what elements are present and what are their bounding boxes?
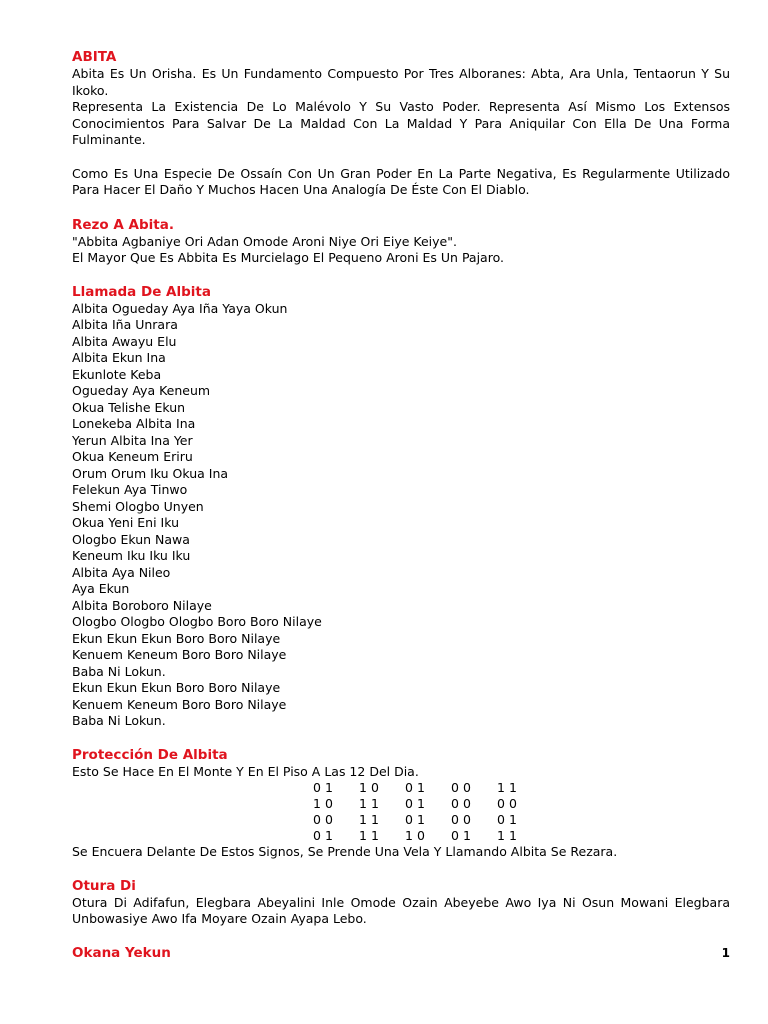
sign-cell: 1 1	[497, 828, 517, 843]
sign-cell: 1 1	[359, 812, 379, 827]
proteccion-intro: Esto Se Hace En El Monte Y En El Piso A Las 12 Del Dia.	[72, 763, 419, 779]
llamada-line: Ekunlote Keba	[72, 366, 162, 382]
signs-row	[300, 828, 730, 844]
sign-cell: 1 0	[313, 796, 333, 811]
rezo-line: "Abbita Agbaniye Ori Adan Omode Aroni Niye Ori Eiye Keiye".	[72, 233, 457, 249]
llamada-line: Albita Ogueday Aya Iña Yaya Okun	[72, 300, 288, 316]
proteccion-outro: Se Encuera Delante De Estos Signos, Se Prende Una Vela Y Llamando Albita Se Rezara.	[72, 844, 618, 859]
llamada-line: Okua Keneum Eriru	[72, 449, 193, 464]
sign-cell: 0 1	[313, 828, 333, 843]
sign-cell: 0 0	[451, 796, 471, 811]
abita-paragraph-1: Abita Es Un Orisha. Es Un Fundamento Compuesto Por Tres Alboranes: Abta, Ara Unla, Tentaorun Y Su Ikoko.	[72, 66, 730, 98]
sign-cell: 0 1	[451, 828, 471, 843]
llamada-line: Yerun Albita Ina Yer	[72, 432, 193, 448]
document-page	[72, 48, 730, 962]
section-title-rezo: Rezo A Abita.	[72, 216, 174, 233]
llamada-line: Baba Ni Lokun.	[72, 713, 166, 728]
llamada-line: Orum Orum Iku Okua Ina	[72, 465, 229, 481]
section-title-llamada: Llamada De Albita	[72, 283, 211, 300]
signs-row	[300, 796, 730, 812]
llamada-line: Lonekeba Albita Ina	[72, 416, 196, 431]
rezo-line: El Mayor Que Es Abbita Es Murcielago El Pequeno Aroni Es Un Pajaro.	[72, 250, 504, 265]
llamada-line: Ologbo Ekun Nawa	[72, 531, 190, 547]
section-title-proteccion: Protección De Albita	[72, 746, 228, 763]
page-number: 1	[721, 946, 730, 960]
sign-cell: 1 0	[405, 828, 425, 843]
sign-cell: 0 0	[451, 780, 471, 795]
llamada-line: Ologbo Ologbo Ologbo Boro Boro Nilaye	[72, 614, 322, 629]
section-title-abita: ABITA	[72, 49, 117, 65]
llamada-line: Ekun Ekun Ekun Boro Boro Nilaye	[72, 680, 281, 695]
sign-cell: 0 0	[497, 796, 517, 811]
llamada-line: Aya Ekun	[72, 581, 130, 596]
llamada-line: Kenuem Keneum Boro Boro Nilaye	[72, 696, 287, 712]
sign-cell: 1 1	[359, 828, 379, 843]
sign-cell: 0 1	[405, 796, 425, 811]
otura-text: Otura Di Adifafun, Elegbara Abeyalini Inle Omode Ozain Abeyebe Awo Iya Ni Osun Mowani Elegbara Unbowasiye Awo Ifa Moyare Ozain Ayapa Lebo.	[72, 894, 730, 926]
llamada-line: Shemi Ologbo Unyen	[72, 498, 204, 514]
llamada-line: Albita Awayu Elu	[72, 333, 177, 349]
sign-cell: 0 1	[497, 812, 517, 827]
sign-cell: 0 1	[405, 812, 425, 827]
llamada-lines	[72, 301, 730, 730]
section-title-okana: Okana Yekun	[72, 944, 171, 961]
llamada-line: Baba Ni Lokun.	[72, 663, 166, 679]
abita-paragraph-2: Representa La Existencia De Lo Malévolo Y Su Vasto Poder. Representa Así Mismo Los Extensos Conocimientos Para Salvar De La Maldad Con La Maldad Y Para Aniquilar Con Ella De Una Forma Fulminante.	[72, 99, 730, 147]
signs-grid	[300, 780, 730, 844]
signs-row	[300, 812, 730, 828]
llamada-line: Ekun Ekun Ekun Boro Boro Nilaye	[72, 630, 281, 646]
llamada-line: Kenuem Keneum Boro Boro Nilaye	[72, 647, 287, 662]
llamada-line: Okua Telishe Ekun	[72, 399, 186, 415]
sign-cell: 0 0	[313, 812, 333, 827]
llamada-line: Keneum Iku Iku Iku	[72, 548, 191, 563]
llamada-line: Albita Boroboro Nilaye	[72, 597, 212, 613]
llamada-line: Okua Yeni Eni Iku	[72, 515, 180, 530]
rezo-lines	[72, 234, 730, 267]
sign-cell: 1 0	[359, 780, 379, 795]
llamada-line: Albita Aya Nileo	[72, 564, 171, 580]
llamada-line: Ogueday Aya Keneum	[72, 383, 211, 398]
sign-cell: 0 1	[313, 780, 333, 795]
llamada-line: Albita Ekun Ina	[72, 350, 166, 365]
sign-cell: 0 0	[451, 812, 471, 827]
sign-cell: 1 1	[497, 780, 517, 795]
signs-row	[300, 780, 730, 796]
sign-cell: 1 1	[359, 796, 379, 811]
llamada-line: Felekun Aya Tinwo	[72, 482, 188, 497]
section-title-otura: Otura Di	[72, 877, 136, 894]
sign-cell: 0 1	[405, 780, 425, 795]
llamada-line: Albita Iña Unrara	[72, 317, 178, 332]
abita-paragraph-3: Como Es Una Especie De Ossaín Con Un Gran Poder En La Parte Negativa, Es Regularmente Utilizado Para Hacer El Daño Y Muchos Hacen Una Analogía De Éste Con El Diablo.	[72, 165, 730, 197]
